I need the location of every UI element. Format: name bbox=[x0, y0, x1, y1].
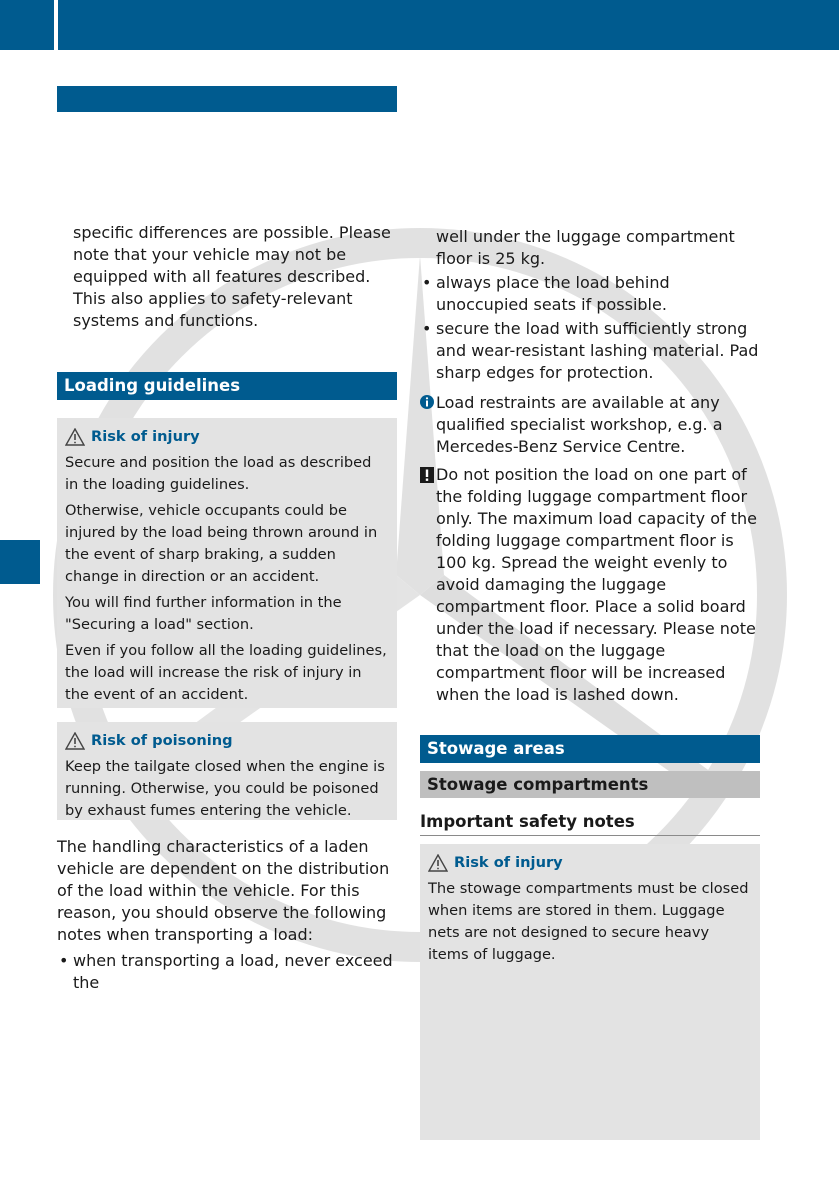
warning-title-text: Risk of injury bbox=[454, 854, 563, 871]
caution-note: Do not position the load on one part of the folding luggage compartment floor only. The maximum load capacity of the folding luggage compartment floor is 100 kg. Spread the weight evenly to avoid damaging the luggage compartment floor. Place a solid board under the load if necessary. Please note that the load on the luggage compartment floor will be increased when the load is lashed down. bbox=[420, 464, 760, 706]
body-paragraph: The handling characteristics of a laden vehicle are dependent on the distribution of the load within the vehicle. For this reason, you should observe the following notes when transporting a load: bbox=[57, 837, 390, 944]
warning-text: Secure and position the load as described in the loading guidelines. bbox=[65, 454, 372, 493]
intro-paragraph: specific differences are possible. Please note that your vehicle may not be equipped with all features described. This also applies to safety-relevant systems and functions. bbox=[73, 223, 391, 330]
warning-title bbox=[65, 426, 389, 448]
bullet-list bbox=[57, 950, 397, 996]
warning-text: Even if you follow all the loading guidelines, the load will increase the risk of injury in the event of an accident. bbox=[65, 642, 387, 703]
list-item-continued: well under the luggage compartment floor is 25 kg. bbox=[436, 227, 735, 268]
info-icon bbox=[420, 395, 434, 409]
important-safety-notes-heading: Important safety notes bbox=[420, 811, 760, 836]
warning-text: The stowage compartments must be closed when items are stored in them. Luggage nets are not designed to secure heavy items of luggage. bbox=[428, 880, 749, 963]
warning-text: You will find further information in the "Securing a load" section. bbox=[65, 594, 342, 633]
bullet-dot-icon: • bbox=[422, 319, 432, 338]
warning-title-text: Risk of poisoning bbox=[91, 732, 233, 749]
caution-icon bbox=[420, 467, 434, 483]
loading-guidelines-title: Loading guidelines bbox=[57, 372, 397, 400]
info-note: Load restraints are available at any qualified specialist workshop, e.g. a Mercedes-Benz Service Centre. bbox=[420, 392, 760, 458]
warning-text: Keep the tailgate closed when the engine is running. Otherwise, you could be poisoned by exhaust fumes entering the vehicle. bbox=[65, 758, 385, 819]
warning-triangle-icon bbox=[65, 428, 85, 446]
list-item: • always place the load behind unoccupied seats if possible. bbox=[422, 273, 670, 314]
section-header-bar bbox=[57, 86, 397, 112]
chapter-tab-marker bbox=[0, 540, 40, 584]
warning-triangle-icon bbox=[428, 854, 448, 872]
list-item: • secure the load with sufficiently strong and wear-resistant lashing material. Pad sharp edges for protection. bbox=[422, 319, 759, 382]
header-divider bbox=[54, 0, 58, 50]
warning-title bbox=[428, 852, 752, 874]
stowage-risk-of-injury-warning bbox=[420, 844, 760, 1140]
warning-triangle-icon bbox=[65, 732, 85, 750]
list-item: • when transporting a load, never exceed the bbox=[59, 951, 393, 992]
warning-title bbox=[65, 730, 389, 752]
bullet-dot-icon: • bbox=[422, 273, 432, 292]
stowage-areas-title: Stowage areas bbox=[420, 735, 760, 763]
risk-of-injury-warning bbox=[57, 418, 397, 708]
header-bar bbox=[0, 0, 839, 50]
warning-text: Otherwise, vehicle occupants could be injured by the load being thrown around in the event of sharp braking, a sudden change in direction or an accident. bbox=[65, 502, 378, 585]
stowage-compartments-subtitle: Stowage compartments bbox=[420, 771, 760, 798]
risk-of-poisoning-warning bbox=[57, 722, 397, 820]
warning-title-text: Risk of injury bbox=[91, 428, 200, 445]
bullet-dot-icon: • bbox=[59, 951, 69, 970]
bullet-list bbox=[420, 226, 760, 712]
